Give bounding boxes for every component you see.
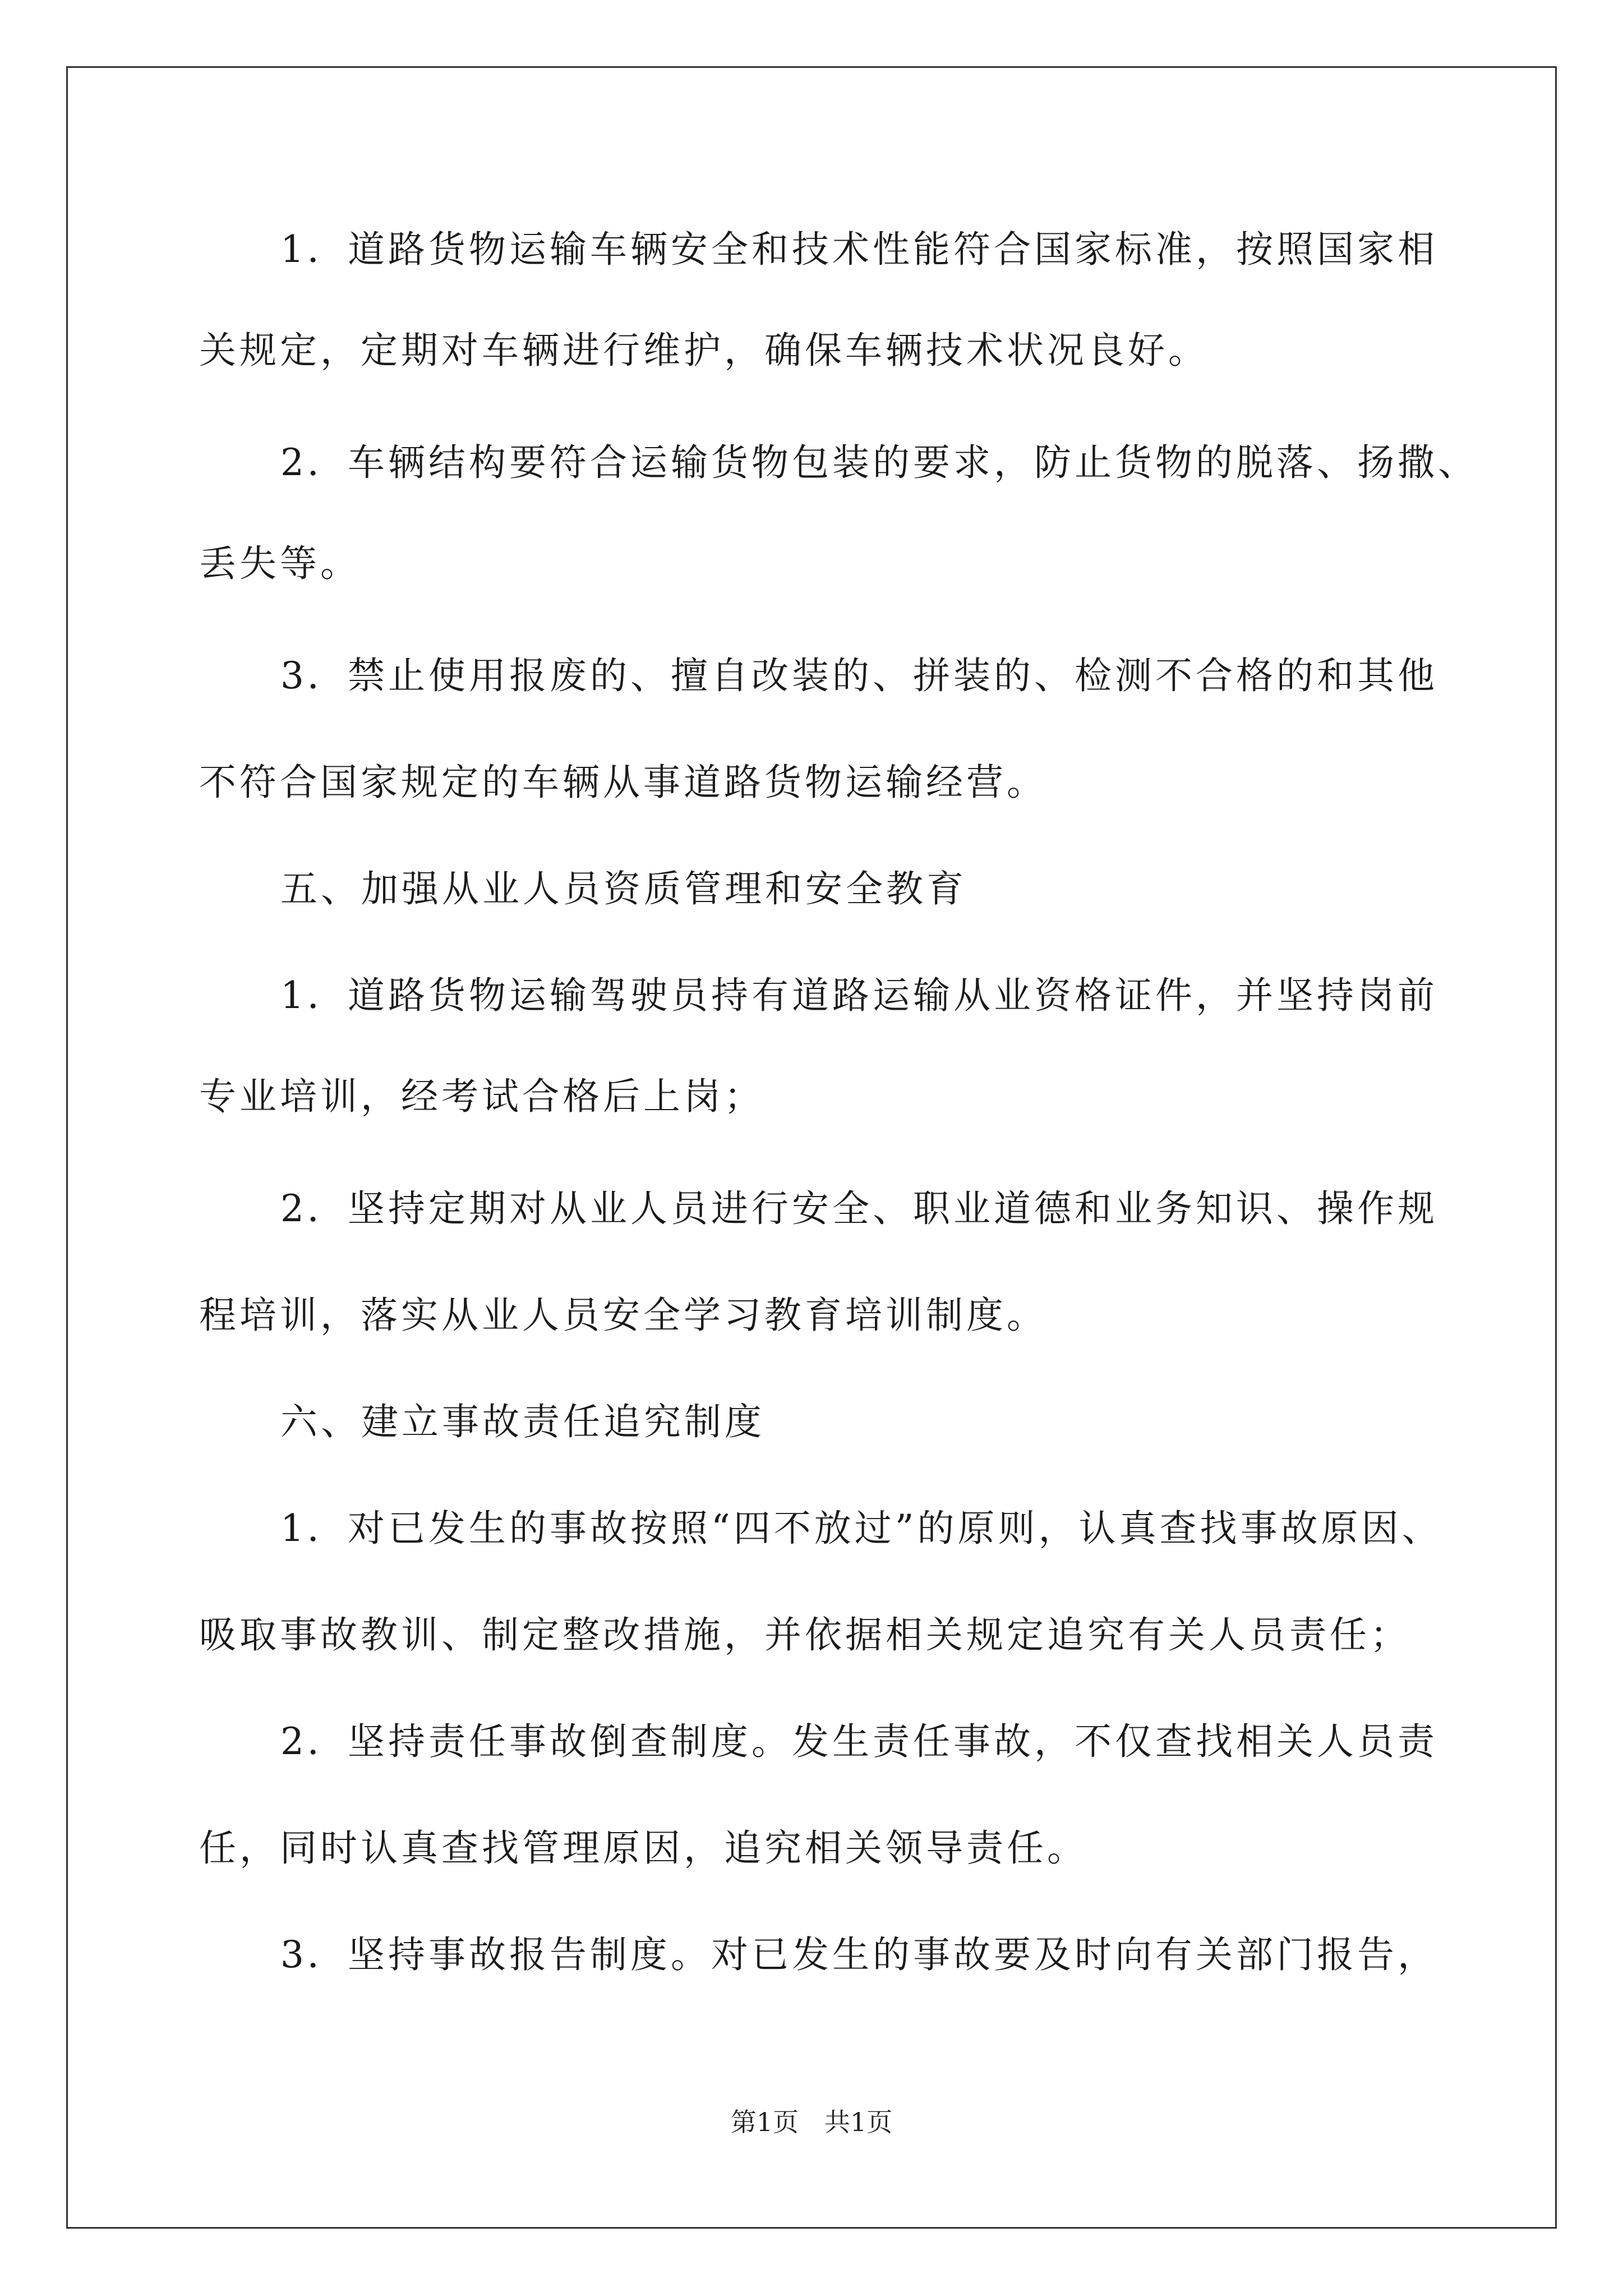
section-heading: 六、建立事故责任追究制度	[280, 1400, 765, 1443]
section-heading: 五、加强从业人员资质管理和安全教育	[280, 867, 967, 910]
paragraph-line: 2．坚持定期对从业人员进行安全、职业道德和业务知识、操作规	[280, 1187, 1438, 1230]
paragraph-line: 3．禁止使用报废的、擅自改装的、拼装的、检测不合格的和其他	[280, 654, 1438, 697]
paragraph-line: 1．道路货物运输驾驶员持有道路运输从业资格证件，并坚持岗前	[280, 974, 1438, 1017]
page-border	[66, 66, 1557, 2229]
paragraph-line: 1．对已发生的事故按照“四不放过”的原则，认真查找事故原因、	[280, 1507, 1442, 1550]
paragraph-line: 2．坚持责任事故倒查制度。发生责任事故，不仅查找相关人员责	[280, 1720, 1438, 1763]
page-number-footer: 第1页 共1页	[730, 2107, 893, 2137]
paragraph-line: 3．坚持事故报告制度。对已发生的事故要及时向有关部门报告，	[280, 1933, 1438, 1976]
paragraph-line: 程培训，落实从业人员安全学习教育培训制度。	[199, 1294, 1047, 1337]
paragraph-line: 2．车辆结构要符合运输货物包装的要求，防止货物的脱落、扬撒、	[280, 441, 1478, 484]
paragraph-line: 吸取事故教训、制定整改措施，并依据相关规定追究有关人员责任；	[199, 1613, 1410, 1657]
paragraph-line: 1．道路货物运输车辆安全和技术性能符合国家标准，按照国家相	[280, 228, 1438, 271]
paragraph-line: 关规定，定期对车辆进行维护，确保车辆技术状况良好。	[199, 329, 1209, 372]
paragraph-line: 不符合国家规定的车辆从事道路货物运输经营。	[199, 761, 1047, 804]
paragraph-line: 丢失等。	[199, 542, 361, 585]
paragraph-line: 专业培训，经考试合格后上岗；	[199, 1075, 764, 1118]
paragraph-line: 任，同时认真查找管理原因，追究相关领导责任。	[199, 1826, 1087, 1870]
